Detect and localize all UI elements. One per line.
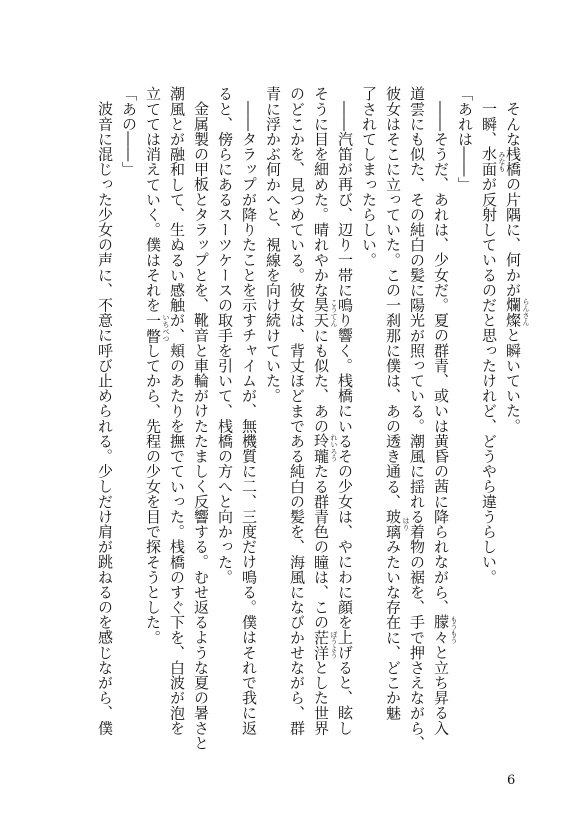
text-column <box>213 86 237 758</box>
text-segment: たる群青色の瞳は、この <box>312 463 330 630</box>
text-segment: みたいな存在に、どこか魅 <box>384 539 402 721</box>
text-column <box>261 86 285 758</box>
ruby-reading: こうてん <box>330 298 338 327</box>
ruby-reading: れいろう <box>330 434 338 463</box>
ruby-reading: もうもう <box>450 615 458 644</box>
ruby-base: 茫洋 <box>312 629 330 660</box>
ruby-base: 玲瓏 <box>312 433 330 464</box>
text-segment: 青に浮かぶ何かへと、視線を向け続けていた。 <box>264 86 282 404</box>
ruby-word <box>144 312 170 343</box>
ruby-word <box>312 297 338 328</box>
ruby-base: 爛燦 <box>504 297 522 328</box>
ruby-reading: いちべつ <box>162 313 170 342</box>
text-column <box>357 86 381 758</box>
text-column <box>453 86 477 758</box>
ruby-word <box>480 146 506 177</box>
text-column <box>381 86 410 758</box>
text-column <box>477 86 506 758</box>
ruby-reading: ぼうよう <box>330 630 338 659</box>
text-segment: が反射しているのだと思ったけれど、どうやら違うらしい。 <box>480 176 498 585</box>
text-column <box>429 86 458 758</box>
text-column <box>141 86 170 758</box>
text-segment: 立てては消えていく。僕はそれを <box>144 86 162 313</box>
text-segment: 「あの――」 <box>120 86 138 177</box>
ruby-word <box>504 297 530 328</box>
ruby-base: 昊天 <box>312 297 330 328</box>
text-segment: 彼女はそこに立っていた。この一刹那に僕は、あの透き通る、 <box>384 86 402 509</box>
text-column <box>93 86 117 758</box>
text-column <box>405 86 429 758</box>
ruby-base: 玻璃 <box>384 508 402 540</box>
text-column <box>165 86 189 758</box>
text-segment: ると、傍らにあるスーツケースの取手を引いて、桟橋の方へと向かった。 <box>216 86 234 585</box>
text-segment: とした世界 <box>312 659 330 736</box>
text-segment: そうに目を細めた。晴れやかな <box>312 86 330 298</box>
text-segment: ――そうだ、あれは、少女だ。夏の群青、或いは黄昏の茜に降られながら、 <box>432 101 450 615</box>
text-column <box>285 86 309 758</box>
ruby-word <box>384 508 410 540</box>
text-column <box>501 86 530 758</box>
text-segment: と瞬いていた。 <box>504 327 522 434</box>
ruby-word <box>312 433 338 464</box>
text-segment: と立ち昇る入 <box>432 644 450 736</box>
text-segment: 「あれは――」 <box>456 86 474 192</box>
page-number: 6 <box>507 773 516 788</box>
text-column <box>189 86 213 758</box>
ruby-reading: はり <box>402 516 410 531</box>
text-segment: 道雲にも似た、その純白の髪に陽光が照っている。潮風に揺れる着物の裾を、手で押さえながら、 <box>408 86 426 751</box>
text-segment: ――タラップが降りたことを示すチャイムが、無機質に二、三度だけ鳴る。僕はそれで我に返 <box>240 101 258 736</box>
text-segment: 潮風とが融和して、生ぬるい感触が、頬のあたりを撫でていった。桟橋のすぐ下を、白波が泡を <box>168 86 186 736</box>
text-segment: そんな桟橋の片隅に、何かが <box>504 101 522 298</box>
vertical-text-body <box>93 86 530 758</box>
text-segment: してから、先程の少女を目で探そうとした。 <box>144 342 162 645</box>
ruby-base: 朦々 <box>432 614 450 645</box>
ruby-reading: らんさん <box>522 298 530 327</box>
ruby-reading: みなも <box>498 150 506 172</box>
ruby-word <box>312 629 338 660</box>
text-segment: 金属製の甲板とタラップとを、靴音と車輪がけたたましく反響する。むせ返るような夏の暑さと <box>192 101 210 751</box>
text-column <box>117 86 141 758</box>
text-segment: のどこかを、見つめている。彼女は、背丈ほどまである純白の髪を、海風になびかせながら、群 <box>288 86 306 736</box>
text-segment: 一瞬、 <box>480 101 498 147</box>
ruby-base: 水面 <box>480 146 498 177</box>
text-segment: 了されてしまったらしい。 <box>360 86 378 268</box>
text-segment: にも似た、あの <box>312 327 330 434</box>
ruby-word <box>432 614 458 645</box>
text-column <box>237 86 261 758</box>
text-column <box>309 86 338 758</box>
text-segment: 波音に混じった少女の声に、不意に呼び止められる。少しだけ肩が跳ねるのを感じながら、僕 <box>96 101 114 736</box>
text-segment: ――汽笛が再び、辺り一帯に鳴り響く。桟橋にいるその少女は、やにわに顔を上げると、眩し <box>336 101 354 736</box>
ruby-base: 一瞥 <box>144 312 162 343</box>
